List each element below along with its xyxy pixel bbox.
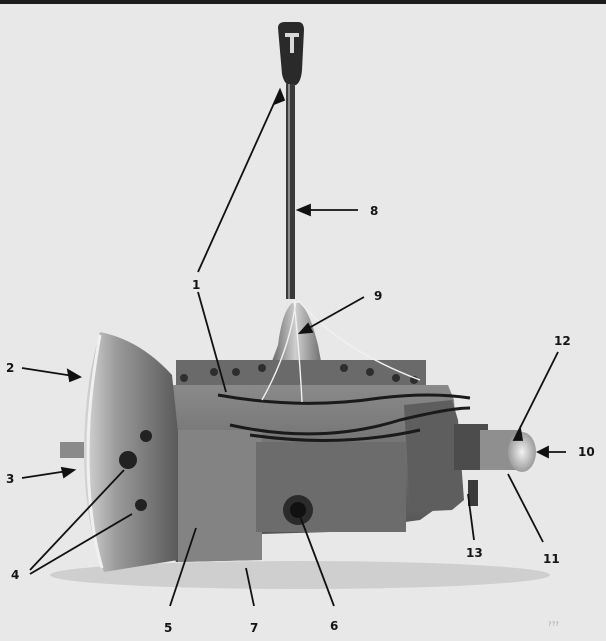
callout-8: 8 [370,204,379,218]
front-housing [172,430,262,562]
callout-1: 1 [192,278,201,292]
callout-10: 10 [578,445,595,459]
callout-6: 6 [330,619,339,633]
input-stud [60,442,84,458]
callout-2: 2 [6,361,15,375]
callout-7: 7 [250,621,259,635]
callout-3: 3 [6,472,15,486]
shift-lever [278,22,304,299]
case-side [256,442,406,532]
callout-11: 11 [543,552,560,566]
callout-5: 5 [164,621,173,635]
callout-13: 13 [466,546,483,560]
plate-number: ??? [548,621,559,628]
callout-12: 12 [554,334,571,348]
callout-9: 9 [374,289,383,303]
callout-4: 4 [11,568,20,582]
